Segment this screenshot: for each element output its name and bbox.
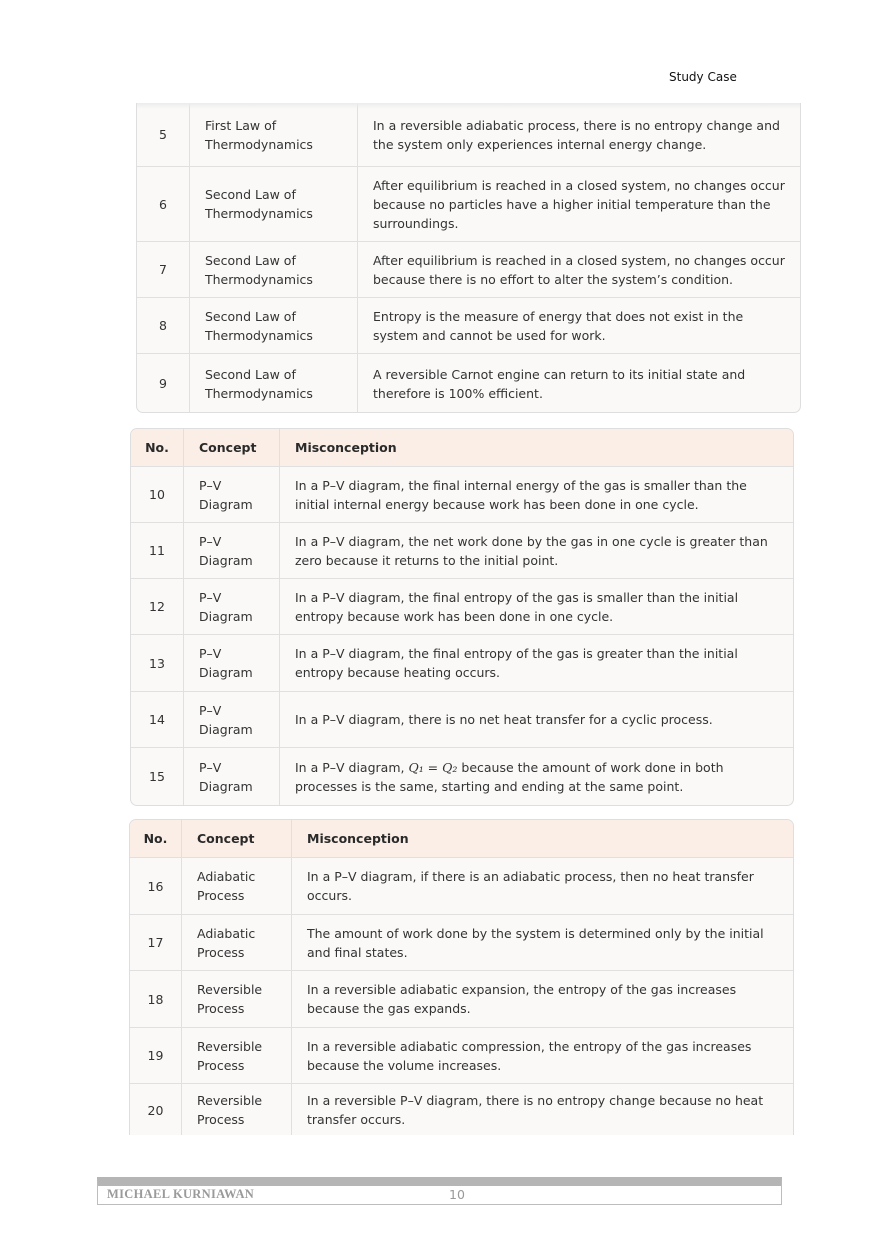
concept-cell: First Law of Thermodynamics: [190, 103, 358, 167]
misconception-cell: In a P–V diagram, the net work done by the gas in one cycle is greater than zero because it returns to the initial point.: [280, 523, 793, 579]
concept-cell: P–V Diagram: [184, 467, 280, 523]
row-number: 13: [131, 635, 184, 692]
page-footer: [97, 1177, 782, 1205]
misconception-cell: In a P–V diagram, the final internal energy of the gas is smaller than the initial internal energy because work has been done in one cycle.: [280, 467, 793, 523]
header-misconception: Misconception: [292, 820, 793, 858]
math-expression: Q₁ = Q₂: [408, 759, 458, 775]
row-number: 19: [130, 1028, 182, 1084]
concept-cell: Adiabatic Process: [182, 858, 292, 915]
misconception-cell: In a reversible P–V diagram, there is no entropy change because no heat transfer occurs.: [307, 1093, 764, 1127]
misconception-cell: After equilibrium is reached in a closed system, no changes occur because no particles have a higher initial temperature than the surroundings.: [358, 167, 800, 242]
row-number: 18: [130, 971, 182, 1028]
concept-cell: P–V Diagram: [184, 523, 280, 579]
misconception-cell: The amount of work done by the system is determined only by the initial and final states.: [292, 915, 793, 971]
header-concept: Concept: [184, 429, 280, 467]
misconception-text-end: because the amount of work done in both processes is the same, starting and ending at the same point.: [295, 759, 724, 794]
row-number: 5: [137, 103, 190, 167]
row-number: 10: [131, 467, 184, 523]
concept-cell: Second Law of Thermodynamics: [190, 354, 358, 413]
row-number: 17: [130, 915, 182, 971]
row-number: 7: [137, 242, 190, 298]
row-number: 12: [131, 579, 184, 635]
misconception-cell: Entropy is the measure of energy that does not exist in the system and cannot be used for work.: [358, 298, 800, 354]
pv-diagram-table: [130, 428, 794, 806]
concept-cell: P–V Diagram: [184, 579, 280, 635]
concept-cell: Adiabatic Process: [182, 915, 292, 971]
row-number: 8: [137, 298, 190, 354]
process-table: [129, 819, 794, 1135]
page-number: 10: [449, 1187, 465, 1202]
misconception-cell: After equilibrium is reached in a closed system, no changes occur because there is no effort to alter the system’s condition.: [358, 242, 800, 298]
concept-cell: Reversible Process: [182, 1028, 292, 1084]
misconception-cell: In a reversible adiabatic process, there is no entropy change and the system only experiences internal energy change.: [358, 103, 800, 167]
row-number: 20: [130, 1084, 182, 1135]
header-misconception: Misconception: [280, 429, 793, 467]
misconception-cell: [280, 748, 793, 805]
header-concept: Concept: [182, 820, 292, 858]
concept-cell: P–V Diagram: [184, 635, 280, 692]
row-number: 15: [131, 748, 184, 805]
concept-cell: Reversible Process: [182, 971, 292, 1028]
row-number: 11: [131, 523, 184, 579]
misconception-cell: In a reversible adiabatic compression, the entropy of the gas increases because the volume increases.: [292, 1028, 793, 1084]
row-number: 9: [137, 354, 190, 413]
concept-cell: Reversible Process: [182, 1084, 292, 1135]
row-number: 6: [137, 167, 190, 242]
concept-cell: Second Law of Thermodynamics: [190, 167, 358, 242]
header-no: No.: [130, 820, 182, 858]
misconception-cell: In a P–V diagram, the final entropy of the gas is greater than the initial entropy because heating occurs.: [280, 635, 793, 692]
running-header: Study Case: [669, 70, 737, 84]
concept-cell: P–V Diagram: [184, 692, 280, 748]
misconception-text-start: In a P–V diagram,: [295, 759, 409, 775]
misconception-cell: In a P–V diagram, there is no net heat transfer for a cyclic process.: [280, 692, 793, 748]
misconception-cell: In a P–V diagram, the final entropy of the gas is smaller than the initial entropy because work has been done in one cycle.: [280, 579, 793, 635]
header-no: No.: [131, 429, 184, 467]
misconception-cell: A reversible Carnot engine can return to its initial state and therefore is 100% efficient.: [373, 366, 746, 401]
concept-cell: Second Law of Thermodynamics: [190, 242, 358, 298]
row-number: 14: [131, 692, 184, 748]
row-number: 16: [130, 858, 182, 915]
misconception-cell: In a reversible adiabatic expansion, the entropy of the gas increases because the gas expands.: [292, 971, 793, 1028]
misconception-cell: In a P–V diagram, if there is an adiabatic process, then no heat transfer occurs.: [292, 858, 793, 915]
misconception-table-continued: [136, 103, 801, 413]
concept-cell: Second Law of Thermodynamics: [190, 298, 358, 354]
concept-cell: P–V Diagram: [184, 748, 280, 805]
footer-author: MICHAEL KURNIAWAN: [107, 1187, 255, 1201]
